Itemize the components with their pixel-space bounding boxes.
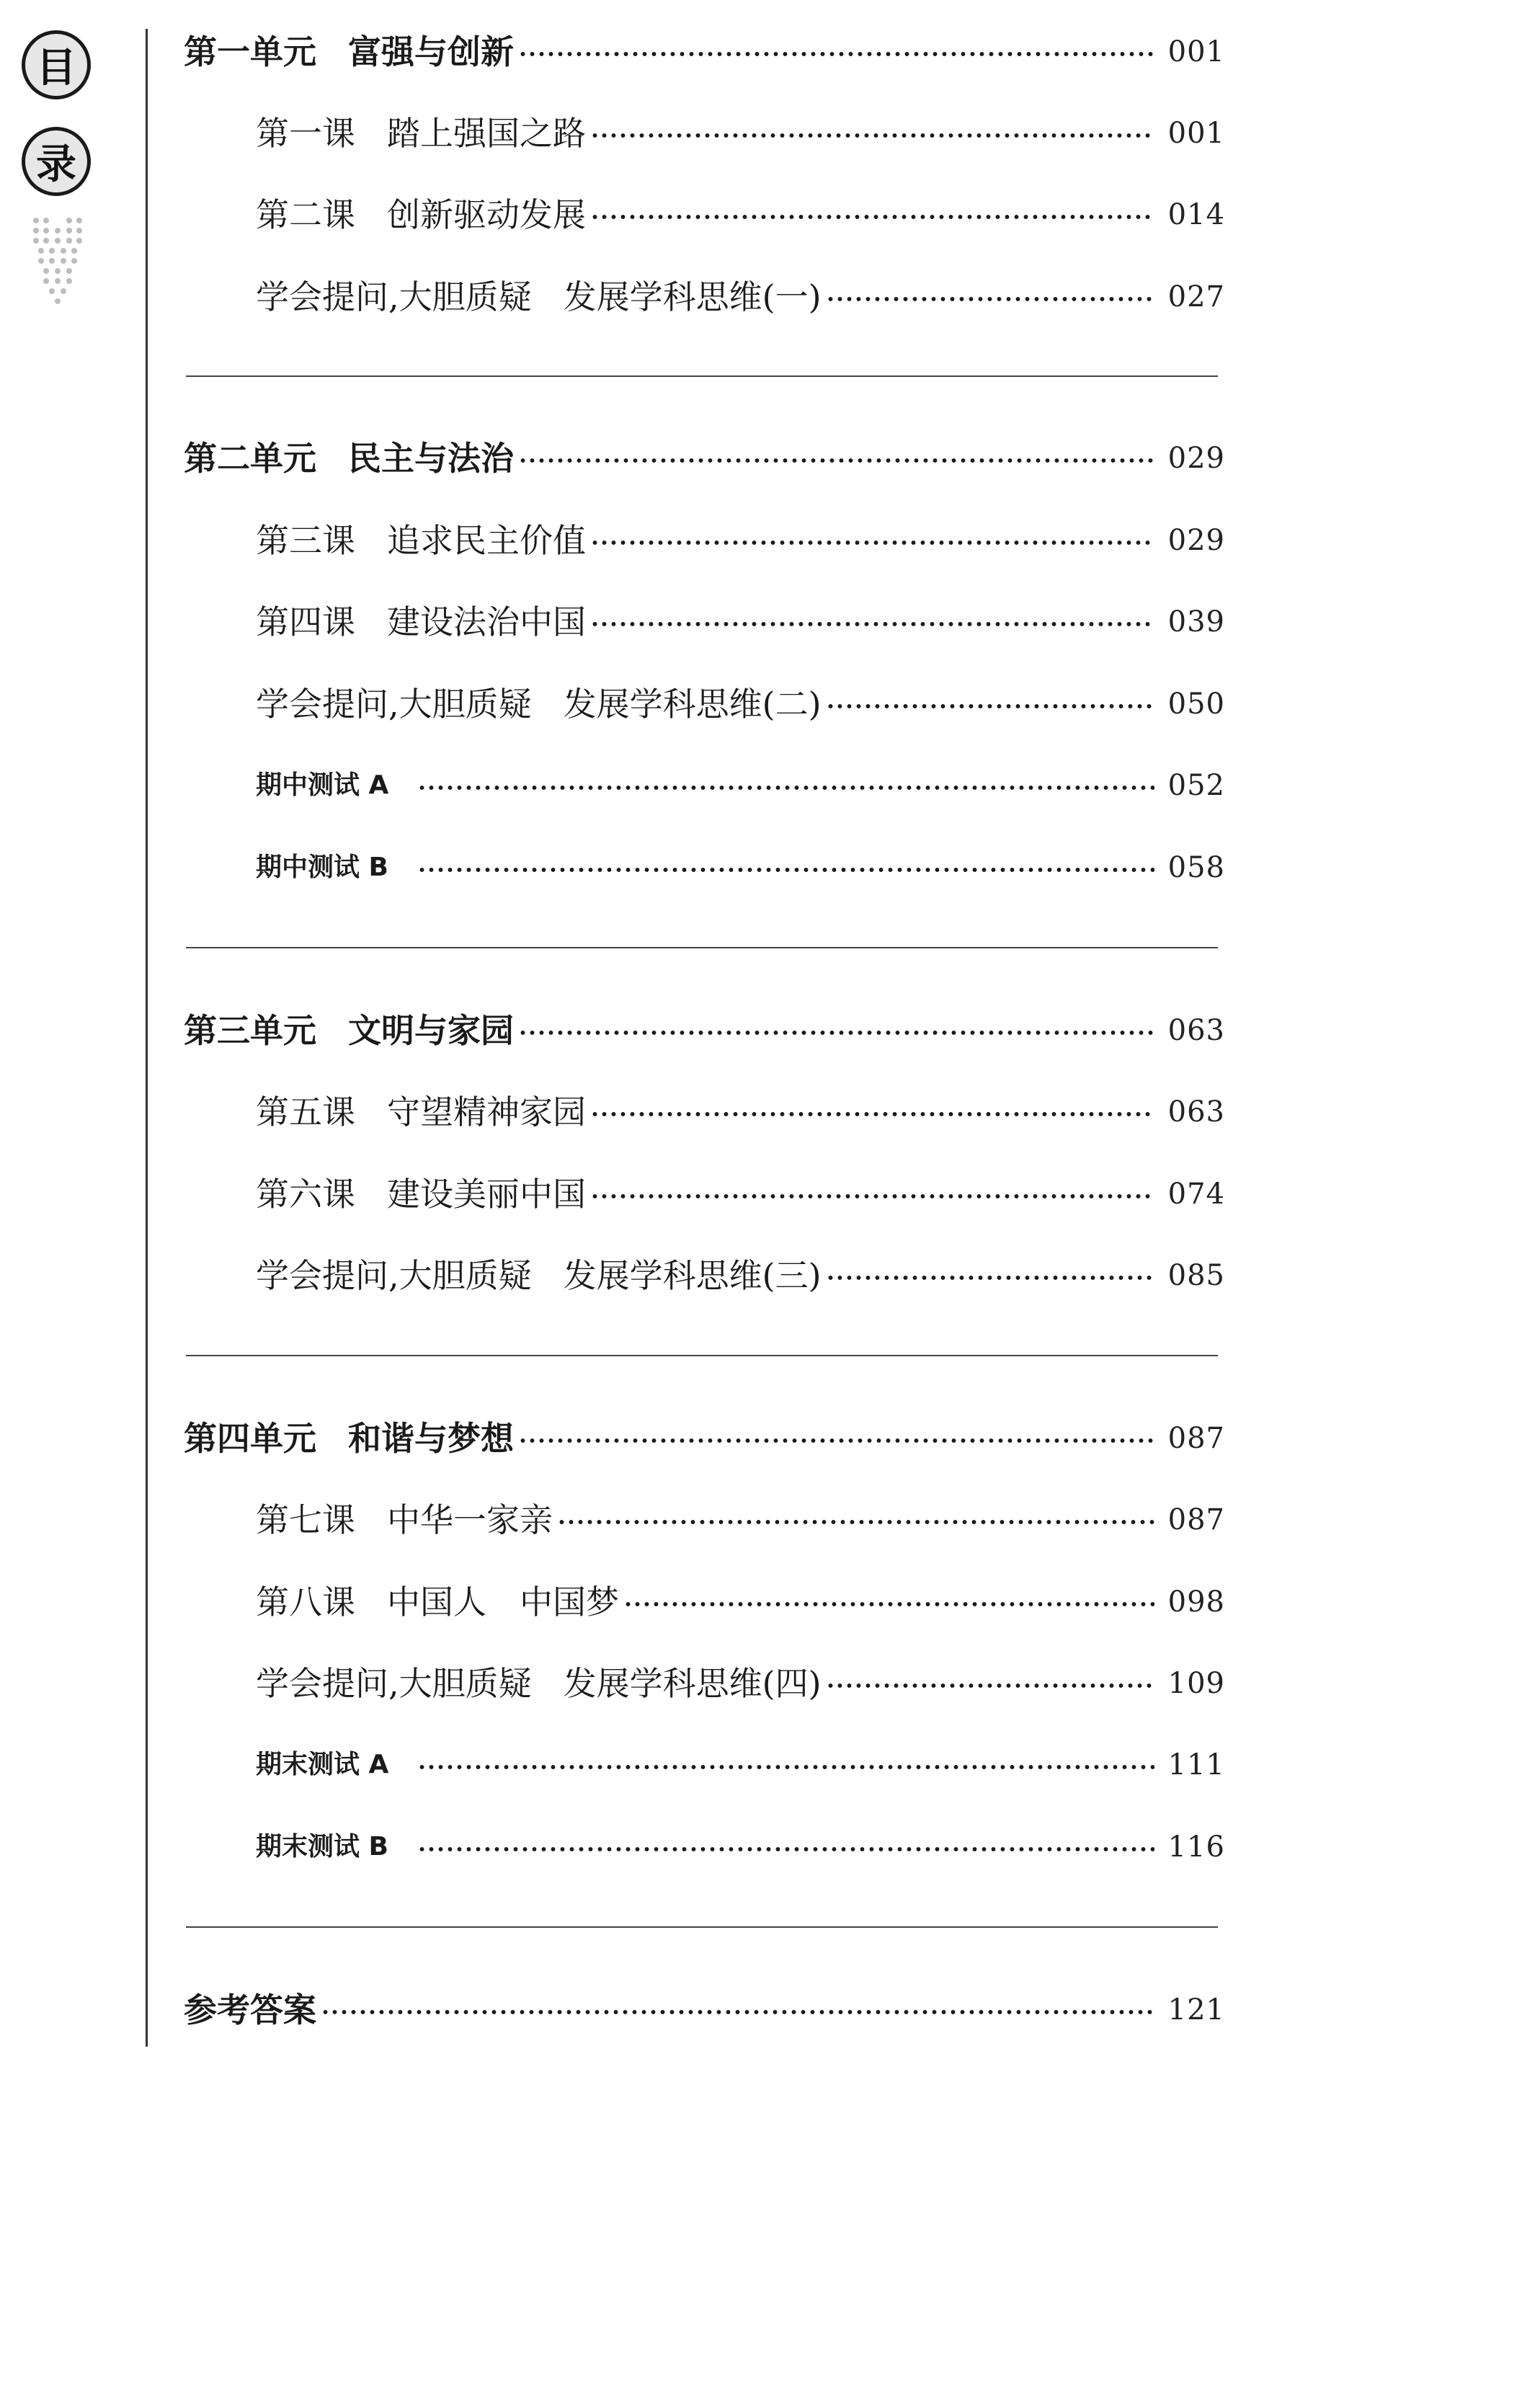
page-number: 074 [1167,1178,1225,1211]
toc-entry-lesson-4[interactable] [256,593,1225,651]
unit-subtitle: 和谐与梦想 [348,1419,514,1458]
dot-leader [826,296,1154,302]
entry-label: 第七课 [256,1500,355,1539]
toc-entry-lesson-7[interactable] [256,1491,1225,1549]
dot-leader [417,785,1154,791]
page-number: 014 [1167,198,1225,231]
entry-title: 期中测试 B [256,853,388,882]
entry-label: 第五课 [256,1093,355,1131]
toc-entry-thinking-1[interactable] [256,268,1225,326]
section-divider [186,1355,1218,1356]
toc-heading-char-lu: 录 [22,127,91,196]
toc-entry-thinking-2[interactable] [256,675,1225,733]
dot-leader [417,1846,1154,1852]
entry-label: 第四课 [256,602,355,641]
dot-leader [826,1275,1154,1281]
entry-title: 发展学科思维(二) [563,685,822,724]
entry-title: 期末测试 B [256,1832,388,1861]
unit-title: 第四单元 [184,1419,316,1458]
page-number: 116 [1167,1830,1225,1864]
dot-leader [590,1111,1154,1117]
page-number: 058 [1167,851,1225,884]
page-number: 098 [1167,1585,1225,1619]
entry-title: 中国人 中国梦 [387,1583,619,1621]
section-divider [186,947,1218,948]
page-number: 001 [1167,117,1225,150]
entry-label: 学会提问,大胆质疑 [256,277,532,316]
entry-title: 追求民主价值 [387,521,586,560]
dot-leader [590,1193,1154,1199]
page-number: 052 [1167,769,1225,802]
entry-title: 发展学科思维(三) [563,1256,822,1295]
toc-entry-final-a[interactable] [256,1736,1225,1794]
entry-label: 学会提问,大胆质疑 [256,1664,532,1703]
page-number: 029 [1167,524,1225,557]
page-number: 050 [1167,688,1225,721]
dot-leader [590,621,1154,627]
section-divider [186,375,1218,377]
answers-title: 参考答案 [184,1990,316,2029]
toc-answers[interactable] [184,1981,1225,2039]
entry-title: 发展学科思维(四) [563,1664,822,1703]
toc-entry-lesson-6[interactable] [256,1165,1225,1223]
page-number: 063 [1167,1095,1225,1129]
unit-title: 第二单元 [184,439,316,478]
toc-entry-final-b[interactable] [256,1818,1225,1876]
page-number: 027 [1167,280,1225,313]
unit-title: 第一单元 [184,32,316,71]
entry-label: 学会提问,大胆质疑 [256,1256,532,1295]
entry-title: 期中测试 A [256,770,389,800]
dot-leader [590,133,1154,138]
dot-leader [417,1764,1154,1770]
toc-entry-lesson-3[interactable] [256,512,1225,569]
toc-entry-thinking-3[interactable] [256,1247,1225,1304]
entry-title: 建设美丽中国 [387,1175,586,1214]
toc-heading-char-mu: 目 [22,30,91,99]
dot-leader [321,2009,1154,2015]
entry-label: 第二课 [256,195,355,234]
toc-unit-3[interactable] [184,1002,1225,1059]
toc-unit-1[interactable] [184,23,1225,81]
page-number: 039 [1167,605,1225,639]
toc-unit-2[interactable] [184,430,1225,487]
toc-unit-4[interactable] [184,1410,1225,1467]
toc-entry-lesson-5[interactable] [256,1083,1225,1141]
entry-title: 守望精神家园 [387,1093,586,1131]
toc-entry-lesson-1[interactable] [256,104,1225,162]
toc-entry-midterm-b[interactable] [256,839,1225,897]
entry-label: 第一课 [256,114,355,153]
dot-leader [590,214,1154,220]
entry-title: 创新驱动发展 [387,195,586,234]
dot-leader [623,1601,1154,1607]
dot-leader [557,1519,1154,1525]
page-number: 087 [1167,1422,1225,1455]
dot-leader [826,1683,1154,1689]
page-number: 087 [1167,1503,1225,1536]
dot-leader [826,703,1154,709]
toc-entry-thinking-4[interactable] [256,1655,1225,1712]
dot-leader [590,540,1154,546]
entry-title: 中华一家亲 [387,1500,553,1539]
unit-title: 第三单元 [184,1011,316,1050]
toc-entry-lesson-2[interactable] [256,186,1225,244]
dot-leader [518,1030,1154,1036]
entry-title: 踏上强国之路 [387,114,586,153]
entry-label: 第三课 [256,521,355,560]
entry-title: 期末测试 A [256,1750,389,1779]
page-number: 029 [1167,442,1225,475]
unit-subtitle: 民主与法治 [348,439,514,478]
toc-entry-midterm-a[interactable] [256,757,1225,814]
dot-leader [518,458,1154,463]
unit-subtitle: 文明与家园 [348,1011,514,1050]
toc-entry-lesson-8[interactable] [256,1573,1225,1631]
entry-label: 学会提问,大胆质疑 [256,685,532,724]
page-number: 111 [1167,1748,1225,1781]
entry-label: 第六课 [256,1175,355,1214]
unit-subtitle: 富强与创新 [348,32,514,71]
entry-title: 发展学科思维(一) [563,277,822,316]
page-number: 001 [1167,35,1225,68]
page-number: 063 [1167,1014,1225,1047]
dot-leader [417,867,1154,873]
entry-title: 建设法治中国 [387,602,586,641]
page-number: 085 [1167,1259,1225,1292]
page-number: 109 [1167,1667,1225,1700]
page-number: 121 [1167,1993,1225,2027]
section-divider [186,1926,1218,1928]
dot-leader [518,51,1154,57]
dot-leader [518,1438,1154,1443]
entry-label: 第八课 [256,1583,355,1621]
